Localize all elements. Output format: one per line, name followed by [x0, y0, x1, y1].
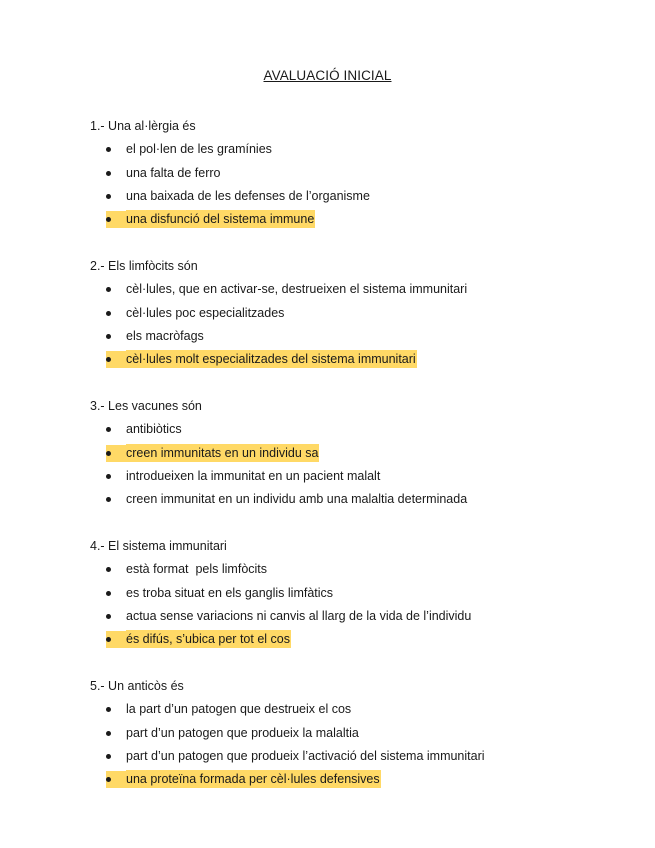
option-label: el pol·len de les gramínies — [126, 142, 272, 157]
question-2 — [90, 255, 610, 371]
option-item — [90, 605, 610, 628]
option-label: es troba situat en els ganglis limfàtics — [126, 585, 334, 600]
option-label: una baixada de les defenses de l’organisme — [126, 188, 370, 203]
option-item — [90, 465, 610, 488]
bullet-icon — [106, 474, 111, 479]
option-item — [90, 488, 610, 511]
option-label: part d’un patogen que produeix l’activació del sistema immunitari — [126, 748, 485, 763]
bullet-icon — [106, 707, 111, 712]
bullet-icon — [106, 614, 111, 619]
bullet-icon — [106, 731, 111, 736]
question-text: 1.- Una al·lèrgia és — [90, 119, 196, 133]
option-label: cèl·lules, que en activar-se, destrueixen el sistema immunitari — [126, 282, 468, 297]
question-text: 5.- Un anticòs és — [90, 679, 184, 693]
question-text: 3.- Les vacunes són — [90, 399, 202, 413]
option-list — [90, 698, 610, 791]
option-list — [90, 138, 610, 231]
option-item — [90, 302, 610, 325]
option-label: antibiòtics — [126, 422, 182, 437]
option-item-correct — [90, 442, 610, 465]
bullet-icon — [106, 311, 111, 316]
option-label-highlighted: cèl·lules molt especialitzades del sistema immunitari — [126, 352, 416, 367]
question-text: 2.- Els limfòcits són — [90, 259, 198, 273]
option-item-correct — [90, 628, 610, 651]
bullet-icon — [106, 147, 111, 152]
option-list — [90, 558, 610, 651]
bullet-icon — [106, 427, 111, 432]
question-5 — [90, 675, 610, 791]
bullet-icon — [106, 171, 111, 176]
option-item — [90, 162, 610, 185]
bullet-icon — [106, 497, 111, 502]
option-label: la part d’un patogen que destrueix el cos — [126, 702, 352, 717]
question-1 — [90, 115, 610, 231]
option-label: una falta de ferro — [126, 165, 221, 180]
bullet-icon — [106, 591, 111, 596]
option-item-correct — [90, 348, 610, 371]
option-item — [90, 722, 610, 745]
option-label: part d’un patogen que produeix la malaltia — [126, 725, 359, 740]
option-list — [90, 278, 610, 371]
option-item-correct — [90, 768, 610, 791]
bullet-icon — [106, 451, 111, 456]
option-item-correct — [90, 208, 610, 231]
option-label-highlighted: una disfunció del sistema immune — [126, 212, 315, 227]
option-list — [90, 418, 610, 511]
option-label-highlighted: creen immunitats en un individu sa — [126, 445, 319, 460]
option-item — [90, 138, 610, 161]
option-item — [90, 185, 610, 208]
bullet-icon — [106, 567, 111, 572]
option-label-highlighted: és difús, s’ubica per tot el cos — [126, 632, 290, 647]
bullet-icon — [106, 334, 111, 339]
bullet-icon — [106, 194, 111, 199]
option-item — [90, 745, 610, 768]
question-text: 4.- El sistema immunitari — [90, 539, 227, 553]
option-item — [90, 325, 610, 348]
option-item — [90, 278, 610, 301]
bullet-icon — [106, 754, 111, 759]
option-label-highlighted: una proteïna formada per cèl·lules defensives — [126, 772, 380, 787]
option-item — [90, 418, 610, 441]
option-item — [90, 698, 610, 721]
option-item — [90, 558, 610, 581]
option-item — [90, 582, 610, 605]
option-label: cèl·lules poc especialitzades — [126, 305, 285, 320]
option-label: actua sense variacions ni canvis al llarg de la vida de l’individu — [126, 608, 472, 623]
option-label: introdueixen la immunitat en un pacient malalt — [126, 468, 381, 483]
bullet-icon — [106, 287, 111, 292]
page-title: AVALUACIÓ INICIAL — [263, 68, 392, 83]
question-4 — [90, 535, 610, 651]
option-label: els macròfags — [126, 328, 204, 343]
question-3 — [90, 395, 610, 511]
option-label: creen immunitat en un individu amb una malaltia determinada — [126, 492, 468, 507]
option-label: està format pels limfòcits — [126, 562, 268, 577]
